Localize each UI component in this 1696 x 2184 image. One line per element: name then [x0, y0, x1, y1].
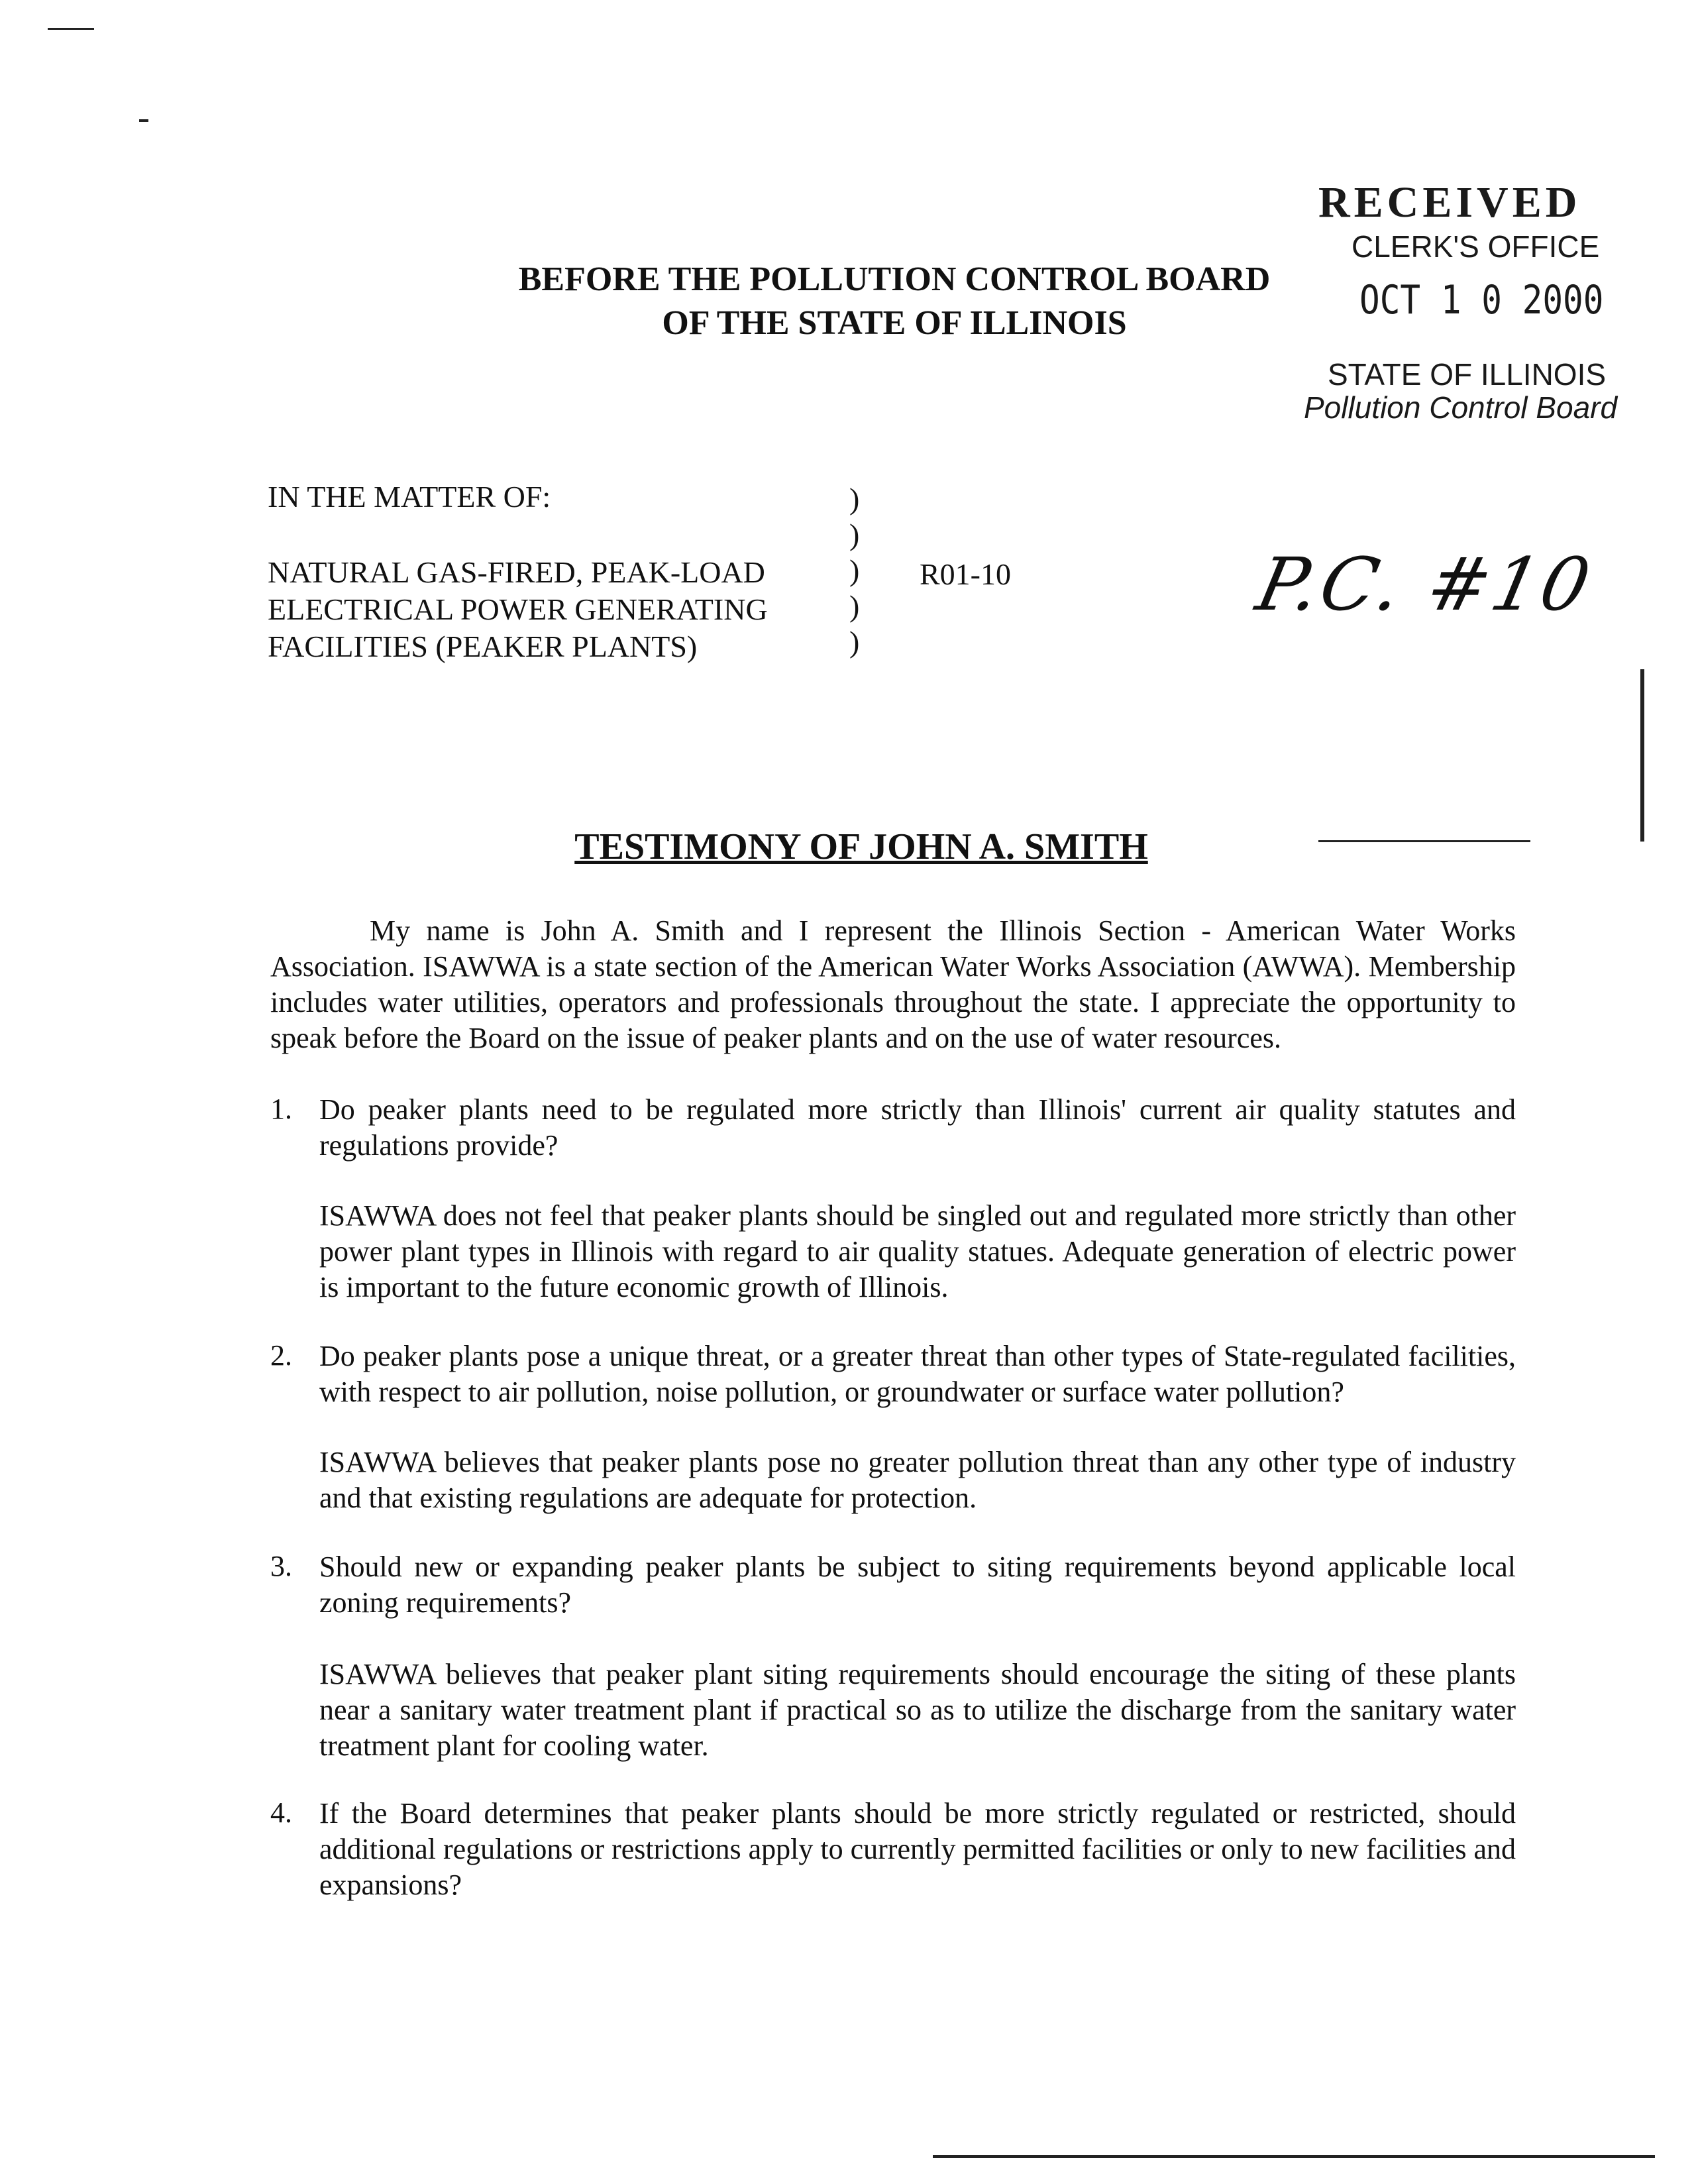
document-heading-line2: OF THE STATE OF ILLINOIS	[662, 304, 1127, 342]
handwritten-note: P.C. #10	[1249, 542, 1600, 627]
scan-mark-bottom-rule	[933, 2155, 1655, 2158]
matter-subject-line2: ELECTRICAL POWER GENERATING	[268, 592, 768, 626]
item-number: 1.	[270, 1093, 292, 1125]
stamp-date: OCT 1 0 2000	[1359, 277, 1604, 323]
item-number: 4.	[270, 1796, 292, 1829]
item-question: Do peaker plants pose a unique threat, or a greater threat than other types of State-regulated facilities, with respect to air pollution, noise pollution, or groundwater or surface water pollution?	[319, 1340, 1516, 1408]
scan-mark-title-rule	[1318, 840, 1530, 842]
scan-mark-dash	[139, 119, 148, 122]
stamp-received: RECEIVED	[1318, 178, 1581, 227]
caption-paren: )	[849, 482, 860, 516]
item-question: Should new or expanding peaker plants be subject to siting requirements beyond applicable local zoning requirements?	[319, 1551, 1516, 1619]
scan-mark-top-left	[48, 28, 94, 30]
item-answer: ISAWWA does not feel that peaker plants should be singled out and regulated more strictly than other power plant types in Illinois with regard to air quality statues. Adequate generation of electric power is important to the future economic growth of Illinois.	[319, 1199, 1516, 1303]
matter-subject-line1: NATURAL GAS-FIRED, PEAK-LOAD	[268, 555, 765, 589]
docket-number: R01-10	[920, 557, 1011, 591]
matter-label: IN THE MATTER OF:	[268, 480, 551, 514]
item-question: Do peaker plants need to be regulated more strictly than Illinois' current air quality statutes and regulations provide?	[319, 1093, 1516, 1162]
caption-paren: )	[849, 518, 860, 551]
stamp-clerks-office: CLERK'S OFFICE	[1352, 229, 1600, 264]
caption-paren: )	[849, 553, 860, 587]
matter-subject-line3: FACILITIES (PEAKER PLANTS)	[268, 629, 698, 663]
item-answer: ISAWWA believes that peaker plant siting requirements should encourage the siting of these plants near a sanitary water treatment plant if practical so as to utilize the discharge from the sanitary water treatment plant for cooling water.	[319, 1658, 1516, 1762]
item-answer: ISAWWA believes that peaker plants pose no greater pollution threat than any other type of industry and that existing regulations are adequate for protection.	[319, 1446, 1516, 1514]
stamp-board: Pollution Control Board	[1304, 390, 1618, 425]
stamp-state: STATE OF ILLINOIS	[1328, 357, 1607, 392]
intro-paragraph: My name is John A. Smith and I represent the Illinois Section - American Water Works Association. ISAWWA is a state section of the American Water Works Association (AWWA). Membership includes water utilities, operators and professionals throughout the state. I appreciate the opportunity to speak before the Board on the issue of peaker plants and on the use of water resources.	[270, 914, 1516, 1054]
caption-paren: )	[849, 589, 860, 623]
testimony-title: TESTIMONY OF JOHN A. SMITH	[574, 826, 1148, 867]
item-number: 2.	[270, 1339, 292, 1372]
item-number: 3.	[270, 1550, 292, 1582]
scan-mark-right-edge	[1640, 669, 1644, 842]
document-heading-line1: BEFORE THE POLLUTION CONTROL BOARD	[518, 260, 1271, 298]
caption-paren: )	[849, 625, 860, 659]
item-question: If the Board determines that peaker plants should be more strictly regulated or restricted, should additional regulations or restrictions apply to currently permitted facilities or only to new facilities and expansions?	[319, 1797, 1516, 1901]
